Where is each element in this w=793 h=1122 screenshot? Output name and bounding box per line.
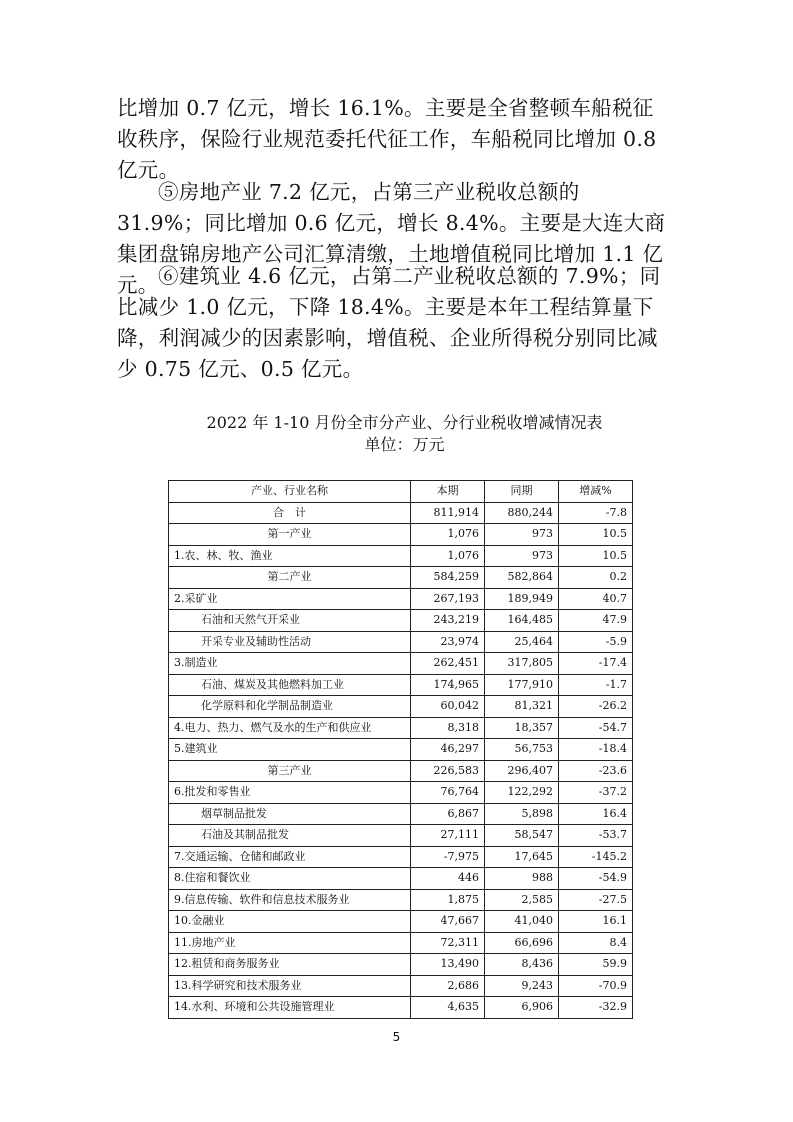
row-prior: 177,910 bbox=[485, 674, 559, 696]
table-title: 2022 年 1-10 月份全市分产业、分行业税收增减情况表 bbox=[206, 413, 603, 432]
row-prior: 56,753 bbox=[485, 739, 559, 761]
row-current: 811,914 bbox=[411, 502, 485, 524]
row-prior: 66,696 bbox=[485, 932, 559, 954]
row-prior: 973 bbox=[485, 545, 559, 567]
row-prior: 25,464 bbox=[485, 631, 559, 653]
row-change: -53.7 bbox=[559, 825, 633, 847]
row-change: -37.2 bbox=[559, 782, 633, 804]
row-current: 1,076 bbox=[411, 524, 485, 546]
row-prior: 9,243 bbox=[485, 975, 559, 997]
row-current: 262,451 bbox=[411, 653, 485, 675]
row-change: -70.9 bbox=[559, 975, 633, 997]
table-row bbox=[169, 760, 633, 782]
row-prior: 164,485 bbox=[485, 610, 559, 632]
table-row bbox=[169, 846, 633, 868]
row-current: 13,490 bbox=[411, 954, 485, 976]
table-row bbox=[169, 567, 633, 589]
table-row bbox=[169, 631, 633, 653]
table-row bbox=[169, 588, 633, 610]
row-current: 72,311 bbox=[411, 932, 485, 954]
table-header-row bbox=[169, 481, 633, 503]
table-row bbox=[169, 825, 633, 847]
table-row bbox=[169, 524, 633, 546]
row-prior: 2,585 bbox=[485, 889, 559, 911]
row-name: 11.房地产业 bbox=[169, 932, 411, 954]
row-name: 合 计 bbox=[169, 502, 411, 524]
row-change: -54.7 bbox=[559, 717, 633, 739]
row-change: 8.4 bbox=[559, 932, 633, 954]
paragraph-construction: ⑥建筑业 4.6 亿元，占第二产业税收总额的 7.9%；同比减少 1.0 亿元，下降 18.4%。主要是本年工程结算量下降，利润减少的因素影响，增值税、企业所得税分别同比减少 0.75 亿元、0.5 亿元。 bbox=[117, 264, 661, 381]
table-unit: 单位：万元 bbox=[364, 435, 445, 454]
row-change: 0.2 bbox=[559, 567, 633, 589]
row-prior: 18,357 bbox=[485, 717, 559, 739]
row-current: 23,974 bbox=[411, 631, 485, 653]
table-row bbox=[169, 739, 633, 761]
row-current: 243,219 bbox=[411, 610, 485, 632]
row-prior: 81,321 bbox=[485, 696, 559, 718]
row-name: 石油、煤炭及其他燃料加工业 bbox=[169, 674, 411, 696]
row-prior: 17,645 bbox=[485, 846, 559, 868]
row-change: -23.6 bbox=[559, 760, 633, 782]
table-row bbox=[169, 610, 633, 632]
row-name: 3.制造业 bbox=[169, 653, 411, 675]
row-current: 4,635 bbox=[411, 997, 485, 1019]
row-prior: 58,547 bbox=[485, 825, 559, 847]
row-name: 14.水利、环境和公共设施管理业 bbox=[169, 997, 411, 1019]
row-name: 5.建筑业 bbox=[169, 739, 411, 761]
row-current: 8,318 bbox=[411, 717, 485, 739]
row-change: -54.9 bbox=[559, 868, 633, 890]
table-row bbox=[169, 954, 633, 976]
header-prior: 同期 bbox=[485, 481, 559, 503]
row-change: -26.2 bbox=[559, 696, 633, 718]
row-name: 9.信息传输、软件和信息技术服务业 bbox=[169, 889, 411, 911]
row-change: 47.9 bbox=[559, 610, 633, 632]
row-change: 10.5 bbox=[559, 524, 633, 546]
row-name: 8.住宿和餐饮业 bbox=[169, 868, 411, 890]
row-current: 27,111 bbox=[411, 825, 485, 847]
row-prior: 41,040 bbox=[485, 911, 559, 933]
row-prior: 189,949 bbox=[485, 588, 559, 610]
row-name: 开采专业及辅助性活动 bbox=[169, 631, 411, 653]
row-change: -1.7 bbox=[559, 674, 633, 696]
row-change: 59.9 bbox=[559, 954, 633, 976]
table-body bbox=[169, 502, 633, 1018]
row-current: 76,764 bbox=[411, 782, 485, 804]
row-name: 化学原料和化学制品制造业 bbox=[169, 696, 411, 718]
row-name: 第三产业 bbox=[169, 760, 411, 782]
table-row bbox=[169, 653, 633, 675]
row-change: -32.9 bbox=[559, 997, 633, 1019]
header-change: 增减% bbox=[559, 481, 633, 503]
row-change: -5.9 bbox=[559, 631, 633, 653]
row-name: 4.电力、热力、燃气及水的生产和供应业 bbox=[169, 717, 411, 739]
row-name: 6.批发和零售业 bbox=[169, 782, 411, 804]
table-row bbox=[169, 782, 633, 804]
table-row bbox=[169, 932, 633, 954]
table-row bbox=[169, 717, 633, 739]
row-prior: 582,864 bbox=[485, 567, 559, 589]
row-current: 2,686 bbox=[411, 975, 485, 997]
row-change: -17.4 bbox=[559, 653, 633, 675]
row-current: 1,076 bbox=[411, 545, 485, 567]
row-name: 石油及其制品批发 bbox=[169, 825, 411, 847]
table-row bbox=[169, 868, 633, 890]
row-current: 267,193 bbox=[411, 588, 485, 610]
row-prior: 6,906 bbox=[485, 997, 559, 1019]
row-name: 10.金融业 bbox=[169, 911, 411, 933]
row-name: 7.交通运输、仓储和邮政业 bbox=[169, 846, 411, 868]
row-name: 第一产业 bbox=[169, 524, 411, 546]
table-row bbox=[169, 502, 633, 524]
header-current: 本期 bbox=[411, 481, 485, 503]
row-current: 174,965 bbox=[411, 674, 485, 696]
row-current: 6,867 bbox=[411, 803, 485, 825]
row-change: -7.8 bbox=[559, 502, 633, 524]
row-name: 2.采矿业 bbox=[169, 588, 411, 610]
tax-table bbox=[168, 480, 633, 1019]
table-row bbox=[169, 889, 633, 911]
page-number: 5 bbox=[392, 1030, 401, 1044]
row-prior: 296,407 bbox=[485, 760, 559, 782]
header-industry-name: 产业、行业名称 bbox=[169, 481, 411, 503]
row-current: 60,042 bbox=[411, 696, 485, 718]
row-current: 446 bbox=[411, 868, 485, 890]
row-change: 16.4 bbox=[559, 803, 633, 825]
row-name: 烟草制品批发 bbox=[169, 803, 411, 825]
table-row bbox=[169, 975, 633, 997]
row-change: 40.7 bbox=[559, 588, 633, 610]
paragraph-vehicle-tax: 比增加 0.7 亿元，增长 16.1%。主要是全省整顿车船税征收秩序，保险行业规范委托代征工作，车船税同比增加 0.8 亿元。 bbox=[117, 96, 657, 182]
row-prior: 122,292 bbox=[485, 782, 559, 804]
row-prior: 8,436 bbox=[485, 954, 559, 976]
row-name: 石油和天然气开采业 bbox=[169, 610, 411, 632]
table-row bbox=[169, 545, 633, 567]
row-prior: 973 bbox=[485, 524, 559, 546]
table-row bbox=[169, 803, 633, 825]
row-prior: 5,898 bbox=[485, 803, 559, 825]
table-row bbox=[169, 674, 633, 696]
row-change: -18.4 bbox=[559, 739, 633, 761]
row-prior: 988 bbox=[485, 868, 559, 890]
row-name: 12.租赁和商务服务业 bbox=[169, 954, 411, 976]
table-row bbox=[169, 696, 633, 718]
row-change: 16.1 bbox=[559, 911, 633, 933]
row-name: 第二产业 bbox=[169, 567, 411, 589]
row-name: 1.农、林、牧、渔业 bbox=[169, 545, 411, 567]
row-change: -145.2 bbox=[559, 846, 633, 868]
row-current: 226,583 bbox=[411, 760, 485, 782]
table-row bbox=[169, 911, 633, 933]
row-current: 584,259 bbox=[411, 567, 485, 589]
row-change: 10.5 bbox=[559, 545, 633, 567]
row-current: -7,975 bbox=[411, 846, 485, 868]
row-prior: 317,805 bbox=[485, 653, 559, 675]
row-name: 13.科学研究和技术服务业 bbox=[169, 975, 411, 997]
row-current: 1,875 bbox=[411, 889, 485, 911]
row-current: 47,667 bbox=[411, 911, 485, 933]
table-row bbox=[169, 997, 633, 1019]
row-change: -27.5 bbox=[559, 889, 633, 911]
row-current: 46,297 bbox=[411, 739, 485, 761]
row-prior: 880,244 bbox=[485, 502, 559, 524]
paragraph-real-estate: ⑤房地产业 7.2 亿元，占第三产业税收总额的 31.9%；同比增加 0.6 亿元，增长 8.4%。主要是大连大商集团盘锦房地产公司汇算清缴，土地增值税同比增加 1.1 亿元。 bbox=[117, 180, 666, 297]
